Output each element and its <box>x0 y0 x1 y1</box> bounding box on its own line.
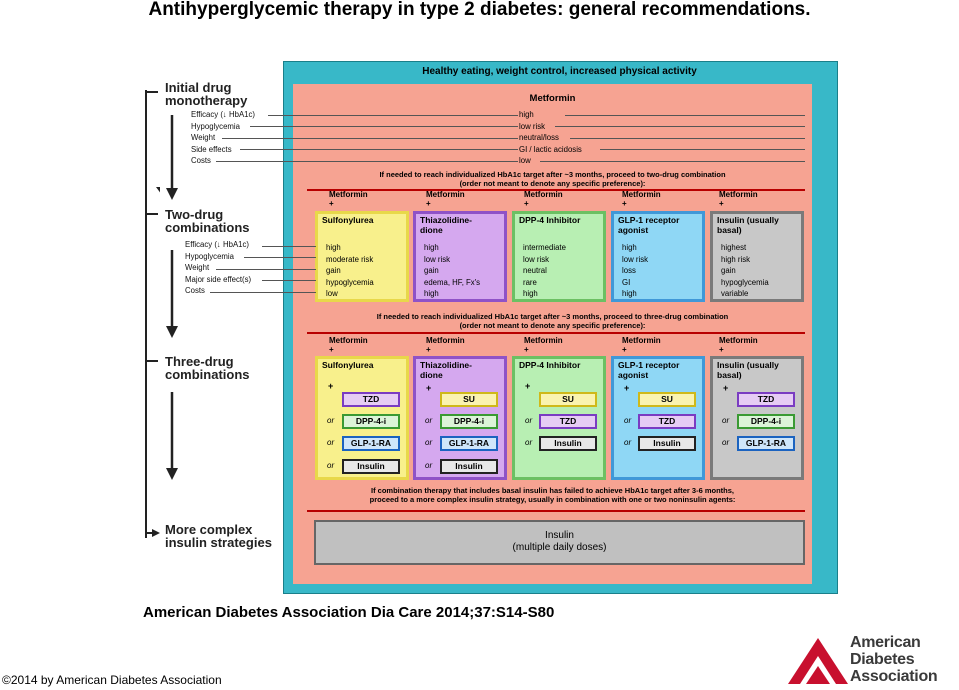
complex-title <box>165 523 272 549</box>
drug-name-line1: DPP-4 Inhibitor <box>519 215 581 225</box>
drug-value: hypoglycemia <box>326 277 374 287</box>
chip-dpp4i: DPP-4-i <box>440 414 498 429</box>
drug-values <box>523 242 566 300</box>
chip-su: SU <box>638 392 696 407</box>
chip-su: SU <box>440 392 498 407</box>
three-metformin-plus <box>524 336 563 354</box>
two-metformin-plus <box>524 190 563 208</box>
three-metformin-plus <box>719 336 758 354</box>
leader-line <box>262 280 316 281</box>
metformin-label: Metformin <box>329 190 368 199</box>
drug-name-line2: dione <box>420 369 443 380</box>
outer-lifestyle-title: Healthy eating, weight control, increased physical activity <box>422 66 697 77</box>
drug-value: edema, HF, Fx's <box>424 277 481 287</box>
metformin-value: GI / lactic acidosis <box>519 144 582 154</box>
metformin-value: low risk <box>519 121 545 131</box>
chip-dpp4i: DPP-4-i <box>737 414 795 429</box>
drug-name <box>717 361 779 380</box>
plus-sign: + <box>329 345 334 354</box>
metformin-label: Metformin <box>524 336 563 345</box>
drug-value: high <box>424 243 439 252</box>
two-metformin-plus <box>719 190 758 208</box>
plus-sign: + <box>622 199 627 208</box>
three-metformin-plus <box>426 336 465 354</box>
leader-line <box>250 126 518 127</box>
final-line1: Insulin <box>545 530 574 541</box>
drug-name <box>420 216 472 235</box>
metformin-value: low <box>519 156 531 165</box>
figure-title: Antihyperglycemic therapy in type 2 diabetes: general recommendations. <box>148 0 811 20</box>
drug-value: low risk <box>622 254 648 264</box>
drug-value: gain <box>424 266 439 275</box>
two-criterion: Costs <box>185 286 205 295</box>
drug-value: high risk <box>721 254 751 264</box>
two-criterion: Efficacy (↓ HbA1c) <box>185 240 249 249</box>
note-two-drug <box>293 170 812 188</box>
drug-name-line1: Insulin (usually <box>717 360 779 370</box>
down-arrows-svg <box>160 110 184 490</box>
drug-value: hypoglycemia <box>721 277 769 287</box>
two-drug-criteria <box>185 239 251 297</box>
mono-criterion: Hypoglycemia <box>191 121 240 131</box>
three-drug-title <box>165 355 250 381</box>
or-label: or <box>722 438 730 447</box>
leader-line <box>244 257 316 258</box>
arrow-head-complex <box>152 529 160 537</box>
chip-insulin: Insulin <box>342 459 400 474</box>
or-label: or <box>525 438 533 447</box>
drug-value: low risk <box>424 254 450 264</box>
chip-su: SU <box>539 392 597 407</box>
drug-value: GI <box>622 277 631 287</box>
metformin-value: neutral/loss <box>519 133 559 142</box>
metformin-title: Metformin <box>529 93 576 104</box>
dashes-svg <box>140 60 160 560</box>
drug-value: gain <box>326 266 341 275</box>
drug-name-line2: basal) <box>717 224 742 235</box>
or-label: or <box>525 416 533 425</box>
or-label: or <box>425 438 433 447</box>
metformin-label: Metformin <box>426 336 465 345</box>
chip-dpp4i: DPP-4-i <box>342 414 400 429</box>
note-complex-line1: If combination therapy that includes basal insulin has failed to achieve HbA1c target after 3-6 months, <box>371 486 734 495</box>
drug-name <box>420 361 472 380</box>
plus-sign: + <box>329 199 334 208</box>
leader-line-right <box>600 149 805 150</box>
drug-value: variable <box>721 289 749 298</box>
mono-title-line2: monotherapy <box>165 93 248 108</box>
drug-values <box>326 242 374 300</box>
two-metformin-plus <box>622 190 661 208</box>
plus-sign: + <box>426 199 431 208</box>
metformin-label: Metformin <box>622 190 661 199</box>
or-label: or <box>425 461 433 470</box>
mono-title-line1: Initial drug <box>165 80 232 95</box>
ada-logo-text <box>850 634 937 685</box>
two-metformin-plus <box>426 190 465 208</box>
note-two-line1: If needed to reach individualized HbA1c target after ~3 months, proceed to two-drug combination <box>379 170 726 179</box>
drug-value: high <box>424 289 439 298</box>
drug-name <box>322 361 373 371</box>
two-criterion: Hypoglycemia <box>185 251 234 261</box>
leader-line <box>240 149 518 150</box>
three-metformin-plus <box>622 336 661 354</box>
two-drug-title-line2: combinations <box>165 220 250 235</box>
note-complex-line2: proceed to a more complex insulin strategy, usually in combination with one or two noninsulin agents: <box>369 495 736 504</box>
plus-sign: + <box>524 345 529 354</box>
chip-insulin: Insulin <box>440 459 498 474</box>
drug-name <box>618 361 679 380</box>
metformin-label: Metformin <box>426 190 465 199</box>
drug-value: low <box>326 289 338 298</box>
drug-name-line1: Thiazolidine- <box>420 360 472 370</box>
drug-name-line1: DPP-4 Inhibitor <box>519 360 581 370</box>
chip-insulin: Insulin <box>539 436 597 451</box>
or-label: or <box>327 461 335 470</box>
plus-sign: + <box>426 345 431 354</box>
drug-value: high <box>622 289 637 298</box>
drug-value: neutral <box>523 266 547 275</box>
drug-name-line1: Sulfonylurea <box>322 360 374 370</box>
chip-tzd: TZD <box>737 392 795 407</box>
arrow-3-head <box>166 468 178 480</box>
drug-name-line2: basal) <box>717 369 742 380</box>
drug-value: high <box>326 243 341 252</box>
drug-name <box>519 361 580 371</box>
drug-name <box>717 216 779 235</box>
mono-criterion: Side effects <box>191 144 232 154</box>
copyright: ©2014 by American Diabetes Association <box>2 673 222 687</box>
chip-insulin: Insulin <box>638 436 696 451</box>
drug-name <box>519 216 580 226</box>
leader-line-right <box>555 126 805 127</box>
two-drug-dpp4-inhibitor <box>512 211 606 302</box>
plus-sign: + <box>525 381 531 391</box>
leader-line <box>268 115 518 116</box>
two-metformin-plus <box>329 190 368 208</box>
two-criterion: Major side effect(s) <box>185 274 252 284</box>
drug-values <box>721 242 769 300</box>
plus-sign: + <box>426 383 432 393</box>
two-drug-title-line1: Two-drug <box>165 207 224 222</box>
drug-name-line1: GLP-1 receptor <box>618 215 680 225</box>
metformin-label: Metformin <box>719 336 758 345</box>
leader-line <box>222 138 518 139</box>
note-complex <box>293 486 812 504</box>
chip-tzd: TZD <box>539 414 597 429</box>
plus-sign: + <box>719 345 724 354</box>
drug-values <box>424 242 480 300</box>
drug-value: low risk <box>523 254 549 264</box>
mono-criterion: Efficacy (↓ HbA1c) <box>191 110 255 119</box>
three-metformin-plus <box>329 336 368 354</box>
or-label: or <box>624 416 632 425</box>
leader-line-right <box>540 161 805 162</box>
citation: American Diabetes Association Dia Care 2014;37:S14-S80 <box>143 604 555 621</box>
complex-title-line1: More complex <box>165 522 253 537</box>
or-label: or <box>425 416 433 425</box>
arrow-2-head <box>166 326 178 338</box>
chip-glp1ra: GLP-1-RA <box>342 436 400 451</box>
drug-name-line1: Thiazolidine- <box>420 215 472 225</box>
final-line2: (multiple daily doses) <box>512 542 607 553</box>
plus-sign: + <box>723 383 729 393</box>
drug-value: highest <box>721 243 747 252</box>
chip-tzd: TZD <box>342 392 400 407</box>
drug-value: high <box>622 243 637 252</box>
three-drug-title-line2: combinations <box>165 367 250 382</box>
metformin-label: Metformin <box>719 190 758 199</box>
plus-sign: + <box>622 345 627 354</box>
chip-glp1ra: GLP-1-RA <box>440 436 498 451</box>
two-drug-glp1-receptor-agonist <box>611 211 705 302</box>
two-drug-sulfonylurea <box>315 211 409 302</box>
drug-values <box>622 242 648 300</box>
metformin-label: Metformin <box>329 336 368 345</box>
leader-line <box>216 161 518 162</box>
metformin-label: Metformin <box>622 336 661 345</box>
drug-name-line2: agonist <box>618 369 649 380</box>
note-two-line2: (order not meant to denote any specific preference): <box>459 179 646 188</box>
plus-sign: + <box>719 199 724 208</box>
separator-complex <box>307 510 805 512</box>
note-three-drug <box>293 312 812 330</box>
drug-value: rare <box>523 277 537 287</box>
drug-name-line2: agonist <box>618 224 649 235</box>
note-three-line1: If needed to reach individualized HbA1c target after ~3 months, proceed to three-drug combination <box>376 312 729 321</box>
drug-value: gain <box>721 266 736 275</box>
chip-tzd: TZD <box>638 414 696 429</box>
or-label: or <box>327 438 335 447</box>
drug-value: moderate risk <box>326 254 374 264</box>
two-drug-insulin <box>710 211 804 302</box>
mono-criterion: Costs <box>191 156 211 165</box>
two-drug-title <box>165 208 250 234</box>
drug-name-line1: GLP-1 receptor <box>618 360 680 370</box>
logo-line2: Diabetes <box>850 651 915 668</box>
or-label: or <box>624 438 632 447</box>
mono-title <box>165 81 247 107</box>
two-drug-thiazolidinedione <box>413 211 507 302</box>
drug-name <box>322 216 373 226</box>
drug-value: intermediate <box>523 243 566 252</box>
drug-value: high <box>523 289 538 298</box>
drug-name-line1: Insulin (usually <box>717 215 779 225</box>
or-label: or <box>327 416 335 425</box>
drug-value: loss <box>622 266 636 275</box>
mono-criterion: Weight <box>191 133 216 142</box>
plus-sign: + <box>328 381 334 391</box>
leader-line <box>216 269 316 270</box>
drug-name-line2: dione <box>420 224 443 235</box>
chip-glp1ra: GLP-1-RA <box>737 436 795 451</box>
logo-line1: American <box>850 634 921 651</box>
metformin-label: Metformin <box>524 190 563 199</box>
leader-line-right <box>565 115 805 116</box>
arrow-1-head <box>166 188 178 200</box>
final-insulin-box <box>314 520 805 565</box>
plus-sign: + <box>524 199 529 208</box>
leader-line <box>262 246 316 247</box>
drug-name <box>618 216 679 235</box>
three-drug-title-line1: Three-drug <box>165 354 234 369</box>
leader-line-right <box>570 138 805 139</box>
logo-line3: Association <box>850 668 938 685</box>
complex-title-line2: insulin strategies <box>165 535 272 550</box>
two-criterion: Weight <box>185 263 210 272</box>
metformin-value: high <box>519 110 534 119</box>
or-label: or <box>722 416 730 425</box>
drug-name-line1: Sulfonylurea <box>322 215 374 225</box>
note-three-line2: (order not meant to denote any specific preference): <box>459 321 646 330</box>
separator-three-drug <box>307 332 805 334</box>
leader-line <box>210 292 316 293</box>
plus-sign: + <box>624 383 630 393</box>
